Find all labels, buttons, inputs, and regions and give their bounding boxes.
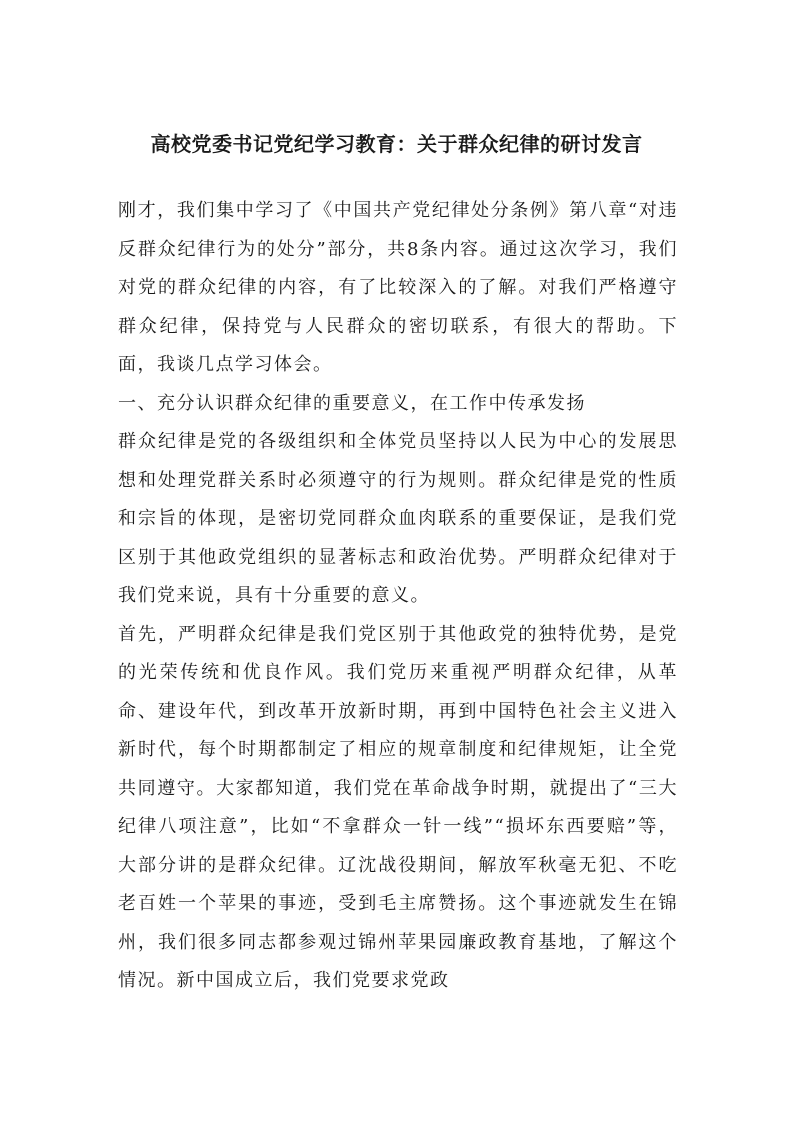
paragraph-first-point: 首先，严明群众纪律是我们党区别于其他政党的独特优势，是党的光荣传统和优良作风。我们党历来重视严明群众纪律，从革命、建设年代，到改革开放新时期，再到中国特色社会主义进入新时代，每个时期都制定了相应的规章制度和纪律规矩，让全党共同遵守。大家都知道，我们党在革命战争时期，就提出了“三大纪律八项注意”，比如“不拿群众一针一线”“损坏东西要赔”等，大部分讲的是群众纪律。辽沈战役期间，解放军秋毫无犯、不吃老百姓一个苹果的事迹，受到毛主席赞扬。这个事迹就发生在锦州，我们很多同志都参观过锦州苹果园廉政教育基地，了解这个情况。新中国成立后，我们党要求党政 xyxy=(118,623,678,991)
document-body xyxy=(118,192,678,1001)
section-heading-1: 一、充分认识群众纪律的重要意义，在工作中传承发扬 xyxy=(118,392,586,414)
paragraph-definition: 群众纪律是党的各级组织和全体党员坚持以人民为中心的发展思想和处理党群关系时必须遵守的行为规则。群众纪律是党的性质和宗旨的体现，是密切党同群众血肉联系的重要保证，是我们党区别于其他政党组织的显著标志和政治优势。严明群众纪律对于我们党来说，具有十分重要的意义。 xyxy=(118,431,678,606)
document-title: 高校党委书记党纪学习教育：关于群众纪律的研讨发言 xyxy=(150,132,643,156)
paragraph-intro: 刚才，我们集中学习了《中国共产党纪律处分条例》第八章“对违反群众纪律行为的处分”部分，共8条内容。通过这次学习，我们对党的群众纪律的内容，有了比较深入的了解。对我们严格遵守群众纪律，保持党与人民群众的密切联系，有很大的帮助。下面，我谈几点学习体会。 xyxy=(118,200,678,375)
